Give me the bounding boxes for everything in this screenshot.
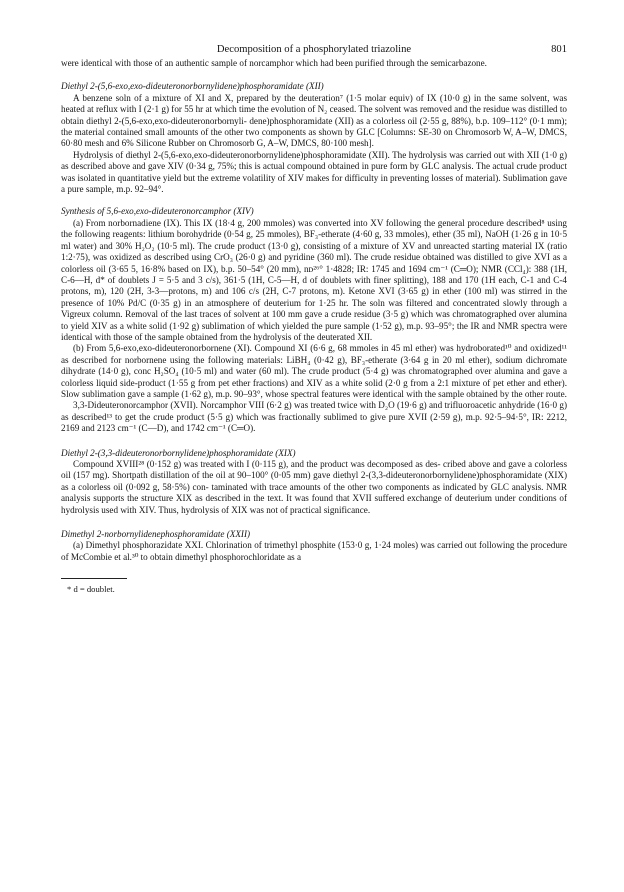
text-line: m) and 106 c/s (2H, C-7 protons, m). Ketone XVI (3·65 g) in ether (100 ml) was stirred in the presence of bbox=[61, 286, 567, 308]
text-line: carried out following the procedure of McCombie et al.³⁰ to obtain dimethyl phosphorochloridate as a bbox=[61, 540, 567, 562]
text-line: The solvent was removed and the residue was distilled to obtain diethyl 2-(5,6-exo,exo-dideuteronorbornyli- bbox=[61, 104, 567, 126]
text-line: dene)phosphoramidate (XII) as a colorless oil (2·55 g, 88%), b.p. 109–112° (0·1 mm); the material contained bbox=[61, 115, 568, 138]
text-line: slowly through a Vigreux column. Removal of the last traces of solvent at 100 mm gave a crude residue bbox=[61, 297, 567, 320]
paragraph bbox=[61, 150, 567, 196]
page-number: 801 bbox=[551, 44, 567, 55]
text-line: the sample obtained from the hydrolysis of the deuterated XII. bbox=[144, 331, 373, 342]
text-line: 1694 cm⁻¹ (C═O); NMR (CCl₄): 388 (1H, C-6—H, d* of doublets J = 5·5 and 3 c/s), 361·5 (1H, C-5—H, bbox=[61, 263, 568, 285]
text-line: d of doublets with finer splitting), 188 and 170 (1H each, C-1 and C-4 protons, m), 120 (2H, 3-3—protons, bbox=[61, 274, 567, 297]
paragraph bbox=[61, 459, 567, 516]
text-line: in pure form by GLC analysis. The actual crude product was isolated in quantitative yield but the extreme bbox=[61, 161, 567, 183]
text-line: Synthesis of 5,6-exo,exo-dideuteronorcamphor (XIV) bbox=[61, 206, 254, 217]
text-line: supports the structure XIX as described in the text. It was found that XVII suffered exchange of deuterium bbox=[93, 493, 492, 504]
text-line: BF₃-etherate (3·64 g in 20 ml ether), sodium dichromate dihydrate (14·0 g), conc H₂SO₄ (10·5 ml) and bbox=[61, 354, 567, 377]
text-line: cribed above and gave a colorless oil (157 mg). Shortpath distillation of the oil at 90–100° (0·05 mm) gave bbox=[61, 459, 567, 481]
journal-page bbox=[61, 44, 567, 595]
text-line: which yielded the pure sample (1·52 g), m.p. 93–95°; the IR and NMR spectra were identical with those of bbox=[61, 320, 568, 342]
text-line: were identical with those of an authentic sample of norcamphor which had been purified through the bbox=[61, 58, 429, 68]
paragraph bbox=[61, 540, 567, 563]
text-line: trifluoroacetic anhydride (16·0 g) as described¹³ to get the crude product (5·5 g) which was fractionally bbox=[61, 400, 567, 422]
article-body bbox=[61, 58, 567, 563]
section-heading bbox=[61, 448, 567, 459]
text-line: product (13·0 g), consisting of a mixture of XV and unreacted starting material IX (ratio 1:2·75), was bbox=[61, 240, 568, 263]
text-line: in the same solvent, was heated at reflux with I (2·1 g) for 55 hr at which time the evolution of N₂ ceased. bbox=[61, 92, 568, 115]
text-line: (a) Dimethyl phosphorazidate XXI. Chlorination of trimethyl phosphite (153·0 g, 1·24 moles) was bbox=[73, 540, 435, 551]
footnote-area bbox=[61, 578, 567, 595]
running-header bbox=[61, 44, 567, 58]
text-line: (4·60 g, 33 mmoles), ether (35 ml), NaOH (1·26 g in 10·5 ml water) and 30% H₂O₂ (10·5 ml). The crude bbox=[61, 229, 568, 251]
section-heading bbox=[61, 206, 567, 217]
footnote: * d = doublet. bbox=[67, 584, 115, 595]
text-line: to give XVI as a colorless oil (3·65 5, 16·8% based on IX), b.p. 50–54° (20 mm), nᴅ²⁶° 1·4828; IR: 1745 and bbox=[61, 252, 567, 274]
text-line: under conditions of hydrolysis used with XIV. Thus, hydrolysis of XIX was not of practical significance. bbox=[61, 493, 568, 515]
text-line: Dimethyl 2-norbornylidenephosphoramidate (XXII) bbox=[61, 529, 251, 540]
paragraph bbox=[61, 343, 567, 400]
text-line: Hydrolysis of diethyl 2-(5,6-exo,exo-dideuteronorbornylidene)phosphoramidate (XII). The hydrolysis was bbox=[73, 149, 464, 160]
text-line: oxidized as described using CrO₃ (26·0 g) and pyridine (360 ml). The crude residue obtained was distilled bbox=[109, 252, 504, 263]
paragraph bbox=[61, 218, 567, 343]
text-line: (3·5 g) which was chromatographed over alumina to yield XIV as a white solid (1·92 g) sublimation of bbox=[61, 309, 567, 331]
text-line: volatility of XIV makes for difficulty in preventing losses of material). Sublimation gave a pure sample, bbox=[61, 172, 567, 195]
text-line: (C═O). bbox=[227, 423, 256, 434]
text-line: diethyl 2-(3,3-dideuteronorbornylidene)phosphoramidate (XIX) as a colorless oil (0·092 g, 58·5%) con- bbox=[61, 470, 567, 492]
text-line: (b) From 5,6-exo,exo-dideuteronorbornene (XI). Compound XI (6·6 g, 68 mmoles in 45 ml ether) was bbox=[73, 343, 454, 354]
paragraph bbox=[61, 58, 567, 69]
text-line: Diethyl 2-(3,3-dideuteronorbornylidene)phosphoramidate (XIX) bbox=[61, 447, 296, 458]
text-line: Compound XVIII²⁸ (0·152 g) was treated with I (0·115 g), and the product was decomposed as des- bbox=[73, 459, 441, 469]
paragraph bbox=[61, 93, 567, 150]
text-line: A–W, DMCS, 60·80 mesh and 6% Silicone Rubber on Chromosorb G, A–W, DMCS, 80·100 mesh]. bbox=[61, 127, 568, 149]
footnote-rule bbox=[61, 578, 127, 579]
text-line: small amounts of the other two components as shown by GLC [Columns: SE-30 on Chromosorb W, bbox=[145, 127, 514, 138]
text-line: with the sample obtained by the other route. bbox=[406, 388, 567, 399]
text-line: 10% Pd/C (0·35 g) in an atmosphere of deuterium for 1·25 hr. The soln was filtered and concentrated bbox=[107, 297, 500, 308]
text-line: (a) From norbornadiene (IX). This IX (18·4 g, 200 mmoles) was converted into XV following the general bbox=[73, 217, 465, 228]
text-line: water (60 ml). The crude product (5·4 g) was chromatographed over alumina and gave a colorless liquid bbox=[61, 366, 568, 388]
text-line: taminated with trace amounts of the other two components as indicated by GLC analysis. NMR analysis bbox=[61, 481, 567, 504]
text-line: A benzene soln of a mixture of XI and X, prepared by the deuteration⁷ (1·5 molar equiv) of IX (10·0 g) bbox=[73, 92, 471, 103]
text-line: sublimed to give pure XVII (2·59 g), m.p. 92·5–94·5°, IR: 2212, 2169 and 2123 cm⁻¹ (C—D), and 1742 cm⁻¹ bbox=[61, 411, 568, 434]
text-line: Diethyl 2-(5,6-exo,exo-dideuteronorbornylidene)phosphoramidate (XII) bbox=[61, 81, 324, 92]
section-heading bbox=[61, 81, 567, 92]
text-line: m.p. 92–94°. bbox=[116, 184, 164, 195]
section-heading bbox=[61, 529, 567, 540]
paragraph bbox=[61, 400, 567, 434]
text-line: procedure described⁸ using the following reagents: lithium borohydride (0·54 g, 25 mmoles), BF₃-etherate bbox=[61, 217, 567, 240]
text-line: hydroborated¹⁰ and oxidized¹¹ as described for norbornene using the following materials: LiBH₄ (0·42 g), bbox=[61, 343, 568, 365]
running-title: Decomposition of a phosphorylated triazoline bbox=[216, 44, 412, 55]
text-line: carried out with XII (1·0 g) as described above and gave XIV (0·34 g, 75%; this is actual compound obtained bbox=[61, 149, 568, 172]
text-line: semicarbazone. bbox=[430, 58, 487, 68]
text-line: 3,3-Dideuteronorcamphor (XVII). Norcamphor VIII (6·2 g) was treated twice with D₂O (19·6 g) and bbox=[73, 400, 443, 411]
text-line: side-product (1·55 g from pet ether fractions) and XIV as a white solid (2·0 g from a 2:1 mixture of pet bbox=[120, 377, 505, 388]
text-line: ether and ether). Slow sublimation gave a sample (1·62 g), m.p. 90–93°, whose spectral features were identical bbox=[61, 377, 567, 399]
